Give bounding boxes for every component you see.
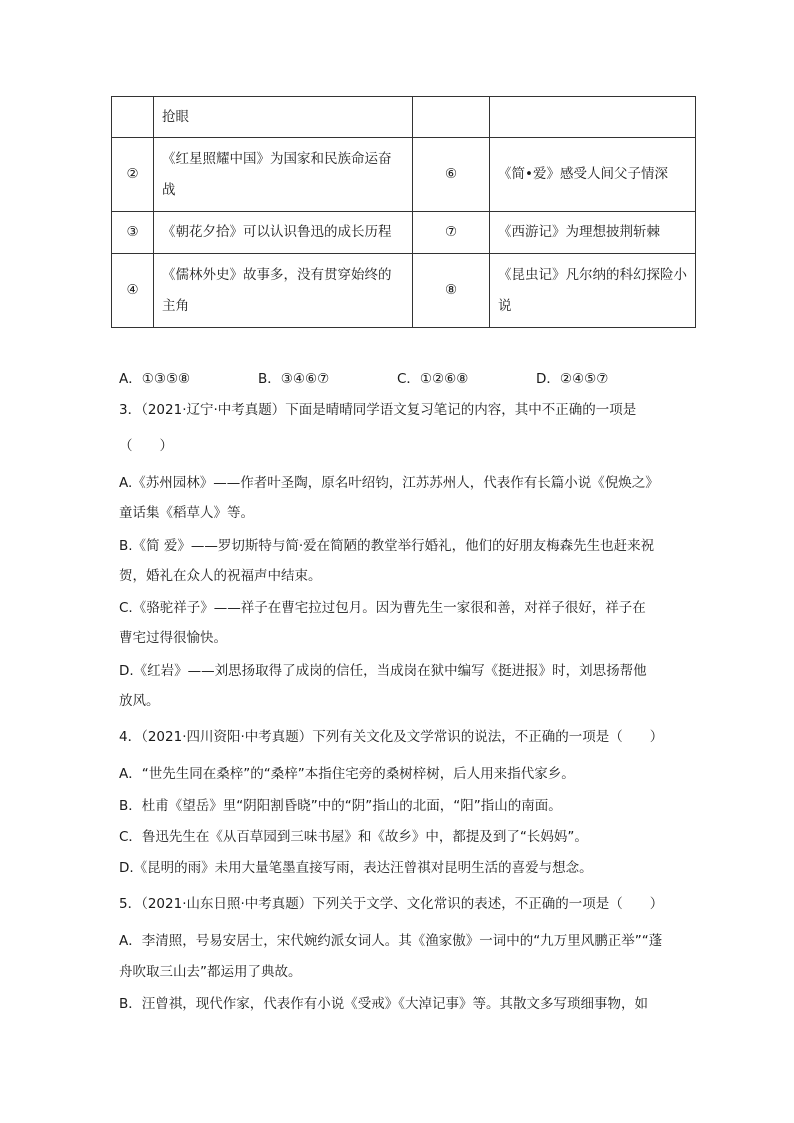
option-d[interactable]: D．②④⑤⑦ [536, 371, 609, 387]
option-a[interactable]: A．①③⑤⑧ [119, 371, 191, 387]
item-number: ③ [112, 212, 154, 254]
item-number [413, 97, 490, 138]
item-number [112, 97, 154, 138]
item-text: 《红星照耀中国》为国家和民族命运奋战 [154, 138, 413, 212]
option-c[interactable]: C．①②⑥⑧ [397, 371, 469, 387]
q3-option-a: A.《苏州园林》——作者叶圣陶，原名叶绍钧，江苏苏州人，代表作有长篇小说《倪焕之》 [119, 475, 659, 491]
q3-option-b: B.《简 爱》——罗切斯特与简·爱在简陋的教堂举行婚礼，他们的好朋友梅森先生也赶来祝 [119, 538, 655, 554]
item-text: 《儒林外史》故事多，没有贯穿始终的主角 [154, 254, 413, 328]
item-number: ② [112, 138, 154, 212]
q5-option-a: A．李清照，号易安居士，宋代婉约派女词人。其《渔家傲》一词中的“九万里风鹏正举”“蓬 [119, 933, 663, 949]
item-text: 《简•爱》感受人间父子情深 [490, 138, 696, 212]
item-number: ⑥ [413, 138, 490, 212]
options-table [111, 96, 696, 328]
item-text [490, 97, 696, 138]
q5-stem: 5．（2021·山东日照·中考真题）下列关于文学、文化常识的表述，不正确的一项是（ ） [119, 896, 664, 912]
item-number: ⑦ [413, 212, 490, 254]
q4-stem: 4．（2021·四川资阳·中考真题）下列有关文化及文学常识的说法，不正确的一项是（ ） [119, 729, 664, 745]
item-text: 抢眼 [154, 97, 413, 138]
q3-option-b-cont: 贺，婚礼在众人的祝福声中结束。 [119, 568, 322, 584]
q3-option-d-cont: 放风。 [119, 693, 160, 709]
q2-options [119, 367, 608, 387]
q3-option-d: D.《红岩》——刘思扬取得了成岗的信任，当成岗在狱中编写《挺进报》时，刘思扬帮他 [119, 663, 647, 679]
q4-option-a: A．“世先生同在桑梓”的“桑梓”本指住宅旁的桑树梓树，后人用来指代家乡。 [119, 766, 575, 782]
q4-option-c: C．鲁迅先生在《从百草园到三味书屋》和《故乡》中，都提及到了“长妈妈”。 [119, 829, 588, 845]
item-text: 《昆虫记》凡尔纳的科幻探险小说 [490, 254, 696, 328]
item-number: ④ [112, 254, 154, 328]
item-text: 《西游记》为理想披荆斩棘 [490, 212, 696, 254]
q3-option-c: C.《骆驼祥子》——祥子在曹宅拉过包月。因为曹先生一家很和善，对祥子很好，祥子在 [119, 600, 646, 616]
q5-option-a-cont: 舟吹取三山去”都运用了典故。 [119, 964, 302, 980]
q4-option-d: D.《昆明的雨》未用大量笔墨直接写雨，表达汪曾祺对昆明生活的喜爱与想念。 [119, 860, 593, 876]
answer-paren: （ ） [119, 438, 173, 454]
table-row [112, 212, 696, 254]
item-number: ⑧ [413, 254, 490, 328]
table-row [112, 254, 696, 328]
item-text: 《朝花夕拾》可以认识鲁迅的成长历程 [154, 212, 413, 254]
q4-option-b: B．杜甫《望岳》里“阴阳割昏晓”中的“阴”指山的北面，“阳”指山的南面。 [119, 798, 562, 814]
q5-option-b: B．汪曾祺，现代作家，代表作有小说《受戒》《大淖记事》等。其散文多写琐细事物，如 [119, 996, 649, 1012]
table-row [112, 97, 696, 138]
q3-option-a-cont: 童话集《稻草人》等。 [119, 505, 254, 521]
q3-stem: 3．（2021·辽宁·中考真题）下面是晴晴同学语文复习笔记的内容，其中不正确的一项是 [119, 402, 637, 418]
table-row [112, 138, 696, 212]
option-b[interactable]: B．③④⑥⑦ [258, 371, 330, 387]
q3-option-c-cont: 曹宅过得很愉快。 [119, 630, 227, 646]
